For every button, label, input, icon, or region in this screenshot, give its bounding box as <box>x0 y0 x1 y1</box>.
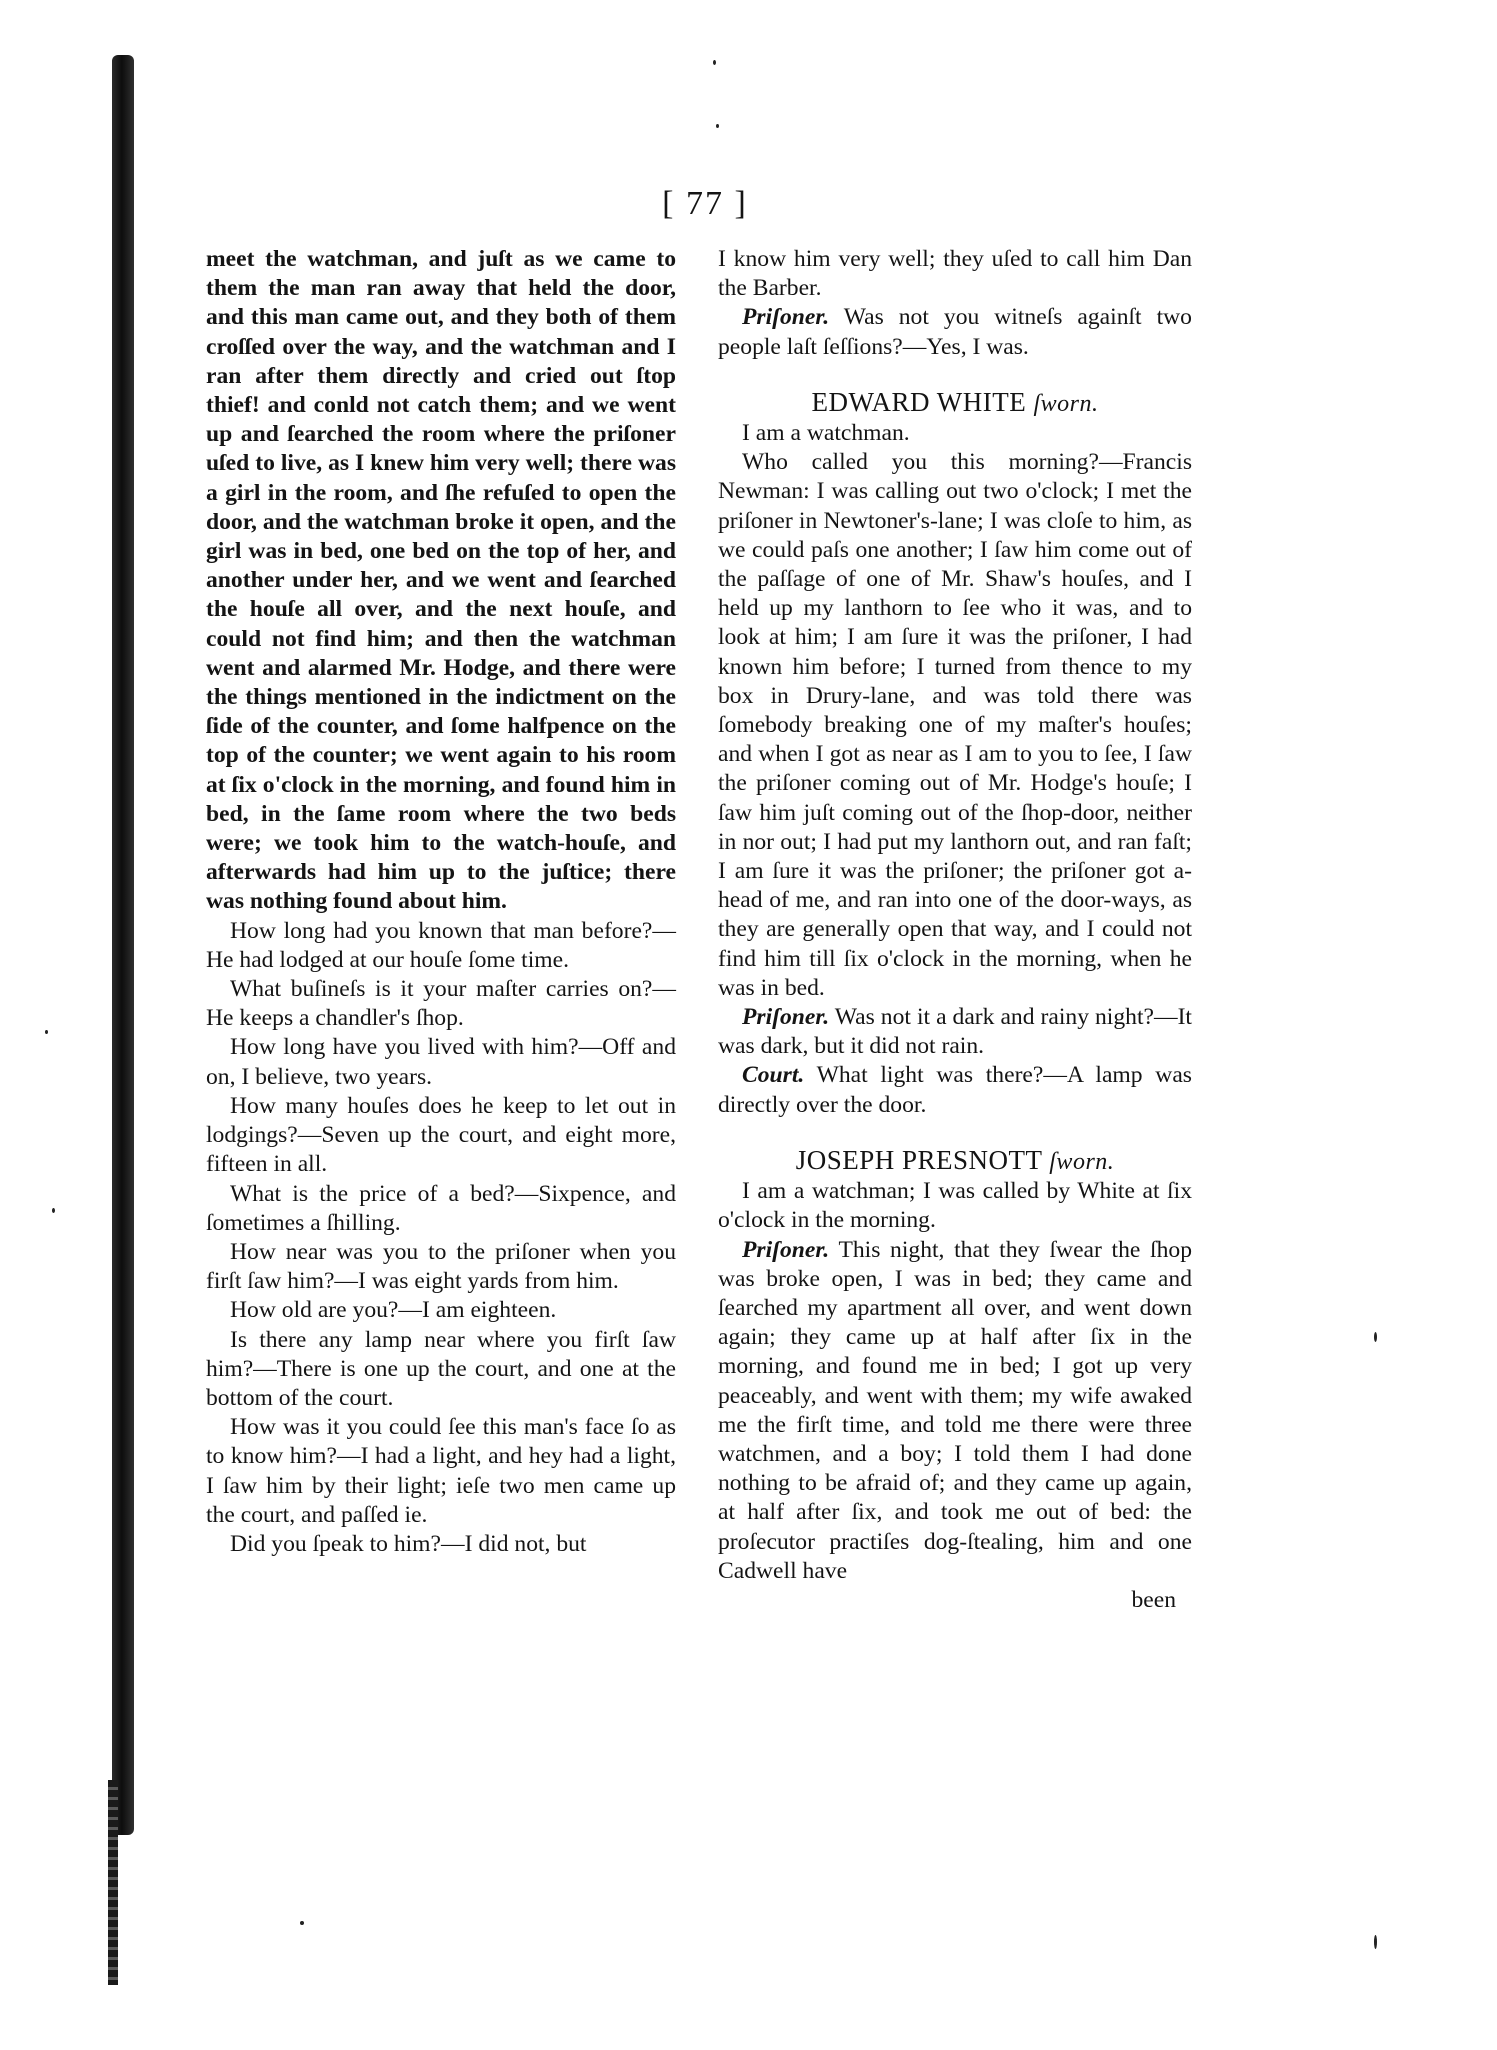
catchword: been <box>1131 1586 1176 1613</box>
speck <box>713 60 716 65</box>
paragraph <box>206 1326 676 1414</box>
witness-testimony-edward-white <box>718 419 1192 1120</box>
speaker-label: Priſoner. <box>742 304 830 331</box>
speaker-label: Priſoner. <box>742 1236 830 1263</box>
paragraph-text: How old are you?—I am eighteen. <box>230 1297 557 1324</box>
paragraph <box>718 245 1192 303</box>
paragraph <box>206 1033 676 1091</box>
speck <box>716 124 719 128</box>
witness-heading-edward-white <box>718 388 1192 419</box>
speck <box>1374 1935 1377 1949</box>
witness-testimony-joseph-presnott <box>718 1177 1192 1586</box>
paragraph-text: Was not you witneſs againſt two people laſt ſeſſions?—Yes, I was. <box>718 304 1192 360</box>
paragraph-text: How was it you could ſee this man's face ſo as to know him?—I had a light, and hey had a light, I ſaw him by their light; ieſe two men came up the court, and paſſed ie. <box>206 1414 676 1528</box>
paragraph-text: This night, that they ſwear the ſhop was broke open, I was in bed; they came and ſearched my apartment all over, and went down again; they came up at half after ſix in the morning, and found me in bed; I got up very peaceably, and went with them; my wife awaked me the firſt time, and told me there were three watchmen, and a boy; I told them I had done nothing to be afraid of; and they came up again, at half after ſix, and took me out of bed: the proſecutor practiſes dog-ſtealing, him and one Cadwell have <box>718 1236 1192 1584</box>
paragraph-text: Was not it a dark and rainy night?—It was dark, but it did not rain. <box>718 1004 1192 1060</box>
paragraph-text: Is there any lamp near where you firſt ſaw him?—There is one up the court, and one at the bottom of the court. <box>206 1326 676 1411</box>
speck <box>52 1208 55 1213</box>
paragraph-text: meet the watchman, and juſt as we came to them the man ran away that held the door, and this man came out, and they both of them croſſed over the way, and the watchman and I ran after them directly and cried out ſtop thief! and conld not catch them; and we went up and ſearched the room where the priſoner uſed to live, as I knew him very well; there was a girl in the room, and ſhe refuſed to open the door, and the watchman broke it open, and the girl was in bed, one bed on the top of her, and another under her, and we went and ſearched the houſe all over, and the next houſe, and could not find him; and then the watchman went and alarmed Mr. Hodge, and there were the things mentioned in the indictment on the ſide of the counter, and ſome halfpence on the top of the counter; we went again to his room at ſix o'clock in the morning, and found him in bed, in the ſame room where the two beds were; we took him to the watch-houſe, and afterwards had him up to the juſtice; there was nothing found about him. <box>206 246 676 915</box>
page-number: [ 77 ] <box>662 185 748 222</box>
paragraph-text: What buſineſs is it your maſter carries on?—He keeps a chandler's ſhop. <box>206 976 676 1032</box>
paragraph <box>206 1296 676 1325</box>
book-spine-shadow <box>112 55 134 1835</box>
paragraph-text: Did you ſpeak to him?—I did not, but <box>230 1530 587 1557</box>
paragraph-text: I know him very well; they uſed to call him Dan the Barber. <box>718 246 1192 302</box>
paragraph-text: How near was you to the priſoner when you firſt ſaw him?—I was eight yards from him. <box>206 1238 676 1295</box>
paragraph <box>206 917 676 975</box>
paragraph-text: Who called you this morning?—Francis Newman: I was calling out two o'clock; I met the priſoner in Newtoner's-lane; I was cloſe to him, as we could paſs one another; I ſaw him come out of the paſſage of one of Mr. Shaw's houſes, and I held up my lanthorn to ſee who it was, and to look at him; I am ſure it was the priſoner, I had known him before; I turned from thence to my box in Drury-lane, and was told there was ſomebody breaking one of my maſter's houſes; and when I got as near as I am to you to ſee, I ſaw the priſoner coming out of Mr. Hodge's houſe; I ſaw him juſt coming out of the ſhop-door, neither in nor out; I had put my lanthorn out, and ran faſt; I am ſure it was the priſoner; the priſoner got a-head of me, and ran into one of the door-ways, as they are generally open that way, and I could not find him till ſix o'clock in the morning, when he was in bed. <box>718 449 1192 1001</box>
paragraph <box>206 975 676 1033</box>
right-column <box>718 245 1192 1615</box>
paragraph <box>718 1177 1192 1235</box>
paragraph <box>718 1236 1192 1586</box>
paragraph <box>718 1061 1192 1119</box>
speck <box>1374 1332 1377 1342</box>
paragraph <box>718 448 1192 1003</box>
book-spine-edge <box>108 1780 118 1985</box>
paragraph <box>206 245 676 917</box>
paragraph <box>206 1530 676 1559</box>
witness-name: EDWARD WHITE <box>811 386 1027 417</box>
speck <box>300 1921 304 1925</box>
paragraph <box>206 1180 676 1238</box>
paragraph-text: How many houſes does he keep to let out in lodgings?—Seven up the court, and eight more, fifteen in all. <box>206 1092 676 1178</box>
paragraph <box>206 1092 676 1180</box>
paragraph-text: I am a watchman. <box>742 420 910 447</box>
speaker-label: Court. <box>742 1062 805 1089</box>
paragraph <box>718 1003 1192 1061</box>
speaker-label: Priſoner. <box>742 1004 830 1031</box>
left-column <box>206 245 676 1559</box>
paragraph <box>206 1413 676 1530</box>
paragraph-text: How long had you known that man before?—He had lodged at our houſe ſome time. <box>206 917 676 973</box>
paragraph-text: What is the price of a bed?—Sixpence, and ſometimes a ſhilling. <box>206 1180 676 1236</box>
paragraph <box>206 1238 676 1296</box>
paragraph-text: I am a watchman; I was called by White at ſix o'clock in the morning. <box>718 1178 1192 1234</box>
right-intro <box>718 245 1192 362</box>
paragraph-text: What light was there?—A lamp was directly over the door. <box>718 1062 1192 1118</box>
witness-name: JOSEPH PRESNOTT <box>795 1144 1043 1175</box>
sworn-label: ſworn. <box>1033 390 1099 417</box>
paragraph <box>718 303 1192 361</box>
sworn-label: ſworn. <box>1049 1148 1115 1175</box>
paragraph <box>718 419 1192 448</box>
paragraph-text: How long have you lived with him?—Off and on, I believe, two years. <box>206 1034 676 1090</box>
witness-heading-joseph-presnott <box>718 1146 1192 1177</box>
speck <box>45 1030 48 1034</box>
